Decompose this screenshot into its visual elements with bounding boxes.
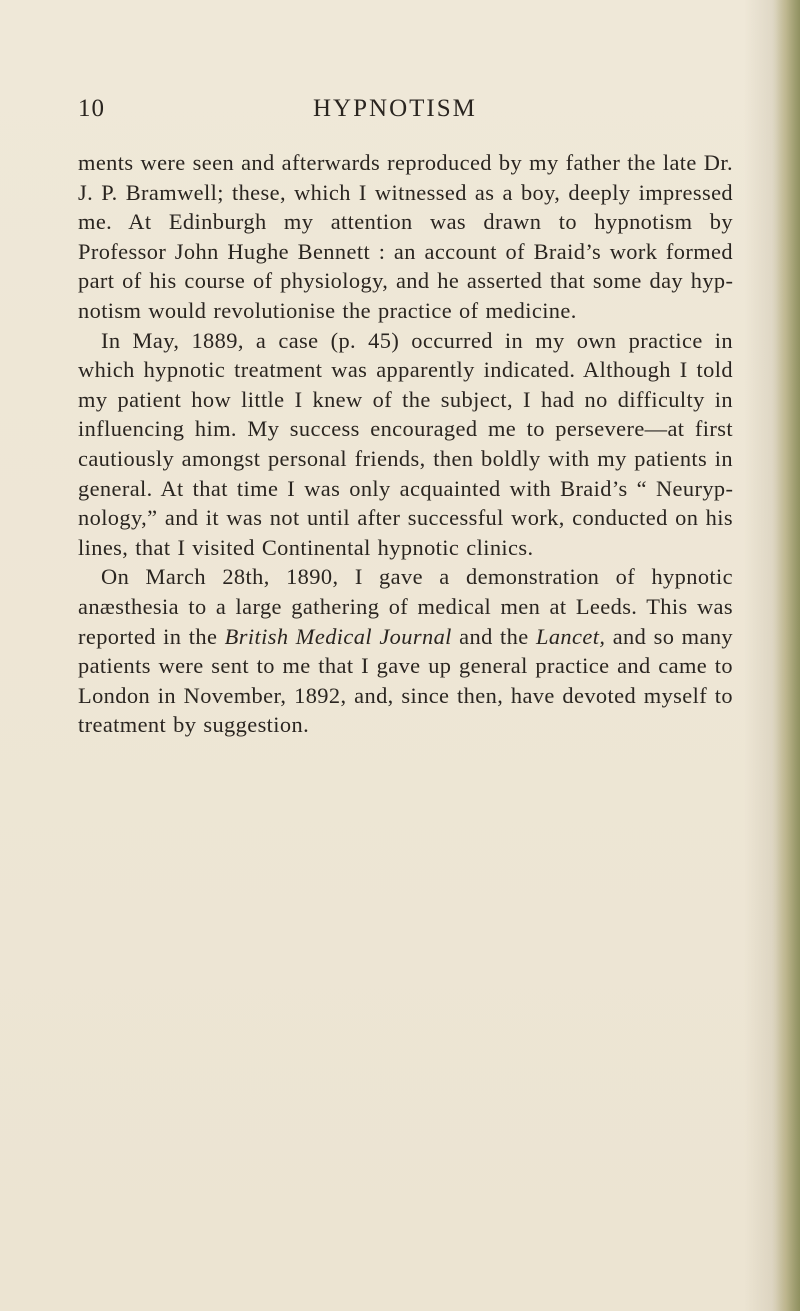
page-number: 10: [78, 95, 105, 122]
journal-title-lancet: Lancet,: [535, 623, 606, 649]
body-text: [78, 148, 733, 740]
paragraph-3-part-2: and the: [451, 623, 536, 649]
page-header: [78, 95, 728, 125]
running-title: HYPNOTISM: [313, 95, 477, 122]
paragraph-3-part-1: On March 28th, 1890, I gave a demonstration of hypnotic anæsthesia to a large gathering of medical men at Leeds. This was reported in the: [78, 564, 733, 649]
paragraph-1: ments were seen and afterwards reproduced by my father the late Dr. J. P. Bramwell; these, which I witnessed as a boy, deeply impressed me. At Edinburgh my attention was drawn to hypnotism by Professor John Hughe Bennett : an account of Braid’s work formed part of his course of physiology, and he asserted that some day hypnotism would revolutionise the practice of medicine.: [78, 150, 733, 323]
paragraph-3: [78, 562, 733, 740]
page-edge-shadow: [772, 0, 800, 1311]
paragraph-3-part-3: and so many patients were sent to me that I gave up general practice and came to London in November, 1892, and, since then, have devoted myself to treatment by suggestion.: [78, 623, 734, 738]
journal-title-bmj: British Medical Journal: [224, 623, 452, 649]
paragraph-2: In May, 1889, a case (p. 45) occurred in my own practice in which hypnotic treatment was apparently indicated. Although I told my patient how little I knew of the subject, I had no difficulty in influencing him. My success encouraged me to persevere—at first cautiously amongst personal friends, then boldly with my patients in general. At that time I was only acquainted with Braid’s “ Neurypnology,” and it was not until after successful work, conducted on his lines, that I visited Continental hypnotic clinics.: [78, 327, 733, 560]
